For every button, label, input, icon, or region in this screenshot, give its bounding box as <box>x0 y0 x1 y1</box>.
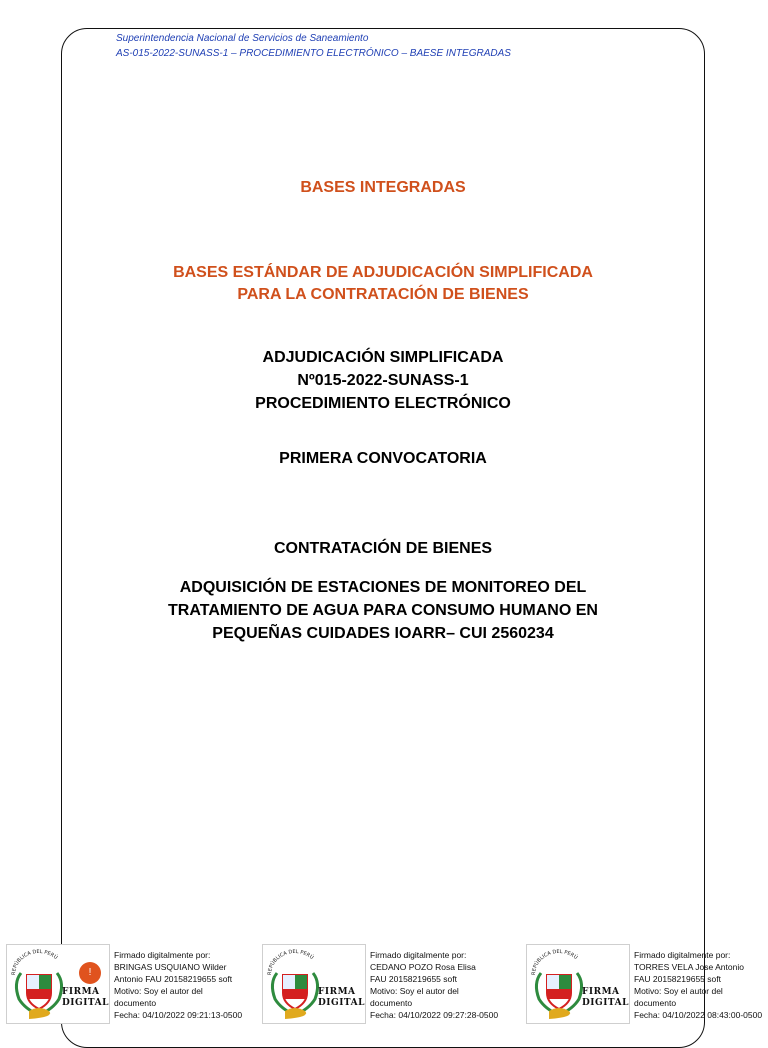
header-institution: Superintendencia Nacional de Servicios de Saneamiento <box>116 33 369 44</box>
procedure-line1: ADJUDICACIÓN SIMPLIFICADA <box>262 349 504 366</box>
peru-coat-of-arms-icon <box>263 945 367 1025</box>
standard-title-line2: PARA LA CONTRATACIÓN DE BIENES <box>237 286 529 303</box>
signature-details: Firmado digitalmente por: BRINGAS USQUIANO Wilder Antonio FAU 20158219655 soft Motivo: Soy el autor del documento Fecha: 04/10/2022 09:21:13-0500 <box>114 950 243 1020</box>
object-line1: ADQUISICIÓN DE ESTACIONES DE MONITOREO DEL <box>179 579 587 596</box>
seal-word-digital: DIGITAL <box>582 998 629 1008</box>
contract-type: CONTRATACIÓN DE BIENES <box>273 540 493 557</box>
signature-block-3[interactable] <box>526 944 766 1024</box>
svg-text:REPÚBLICA DEL PERÚ: REPÚBLICA DEL PERÚ <box>10 948 59 976</box>
object-line3: PEQUEÑAS CUIDADES IOARR– CUI 2560234 <box>212 625 554 642</box>
firma-digital-seal <box>6 944 110 1024</box>
svg-text:REPÚBLICA DEL PERÚ: REPÚBLICA DEL PERÚ <box>266 948 315 976</box>
object-line2: TRATAMIENTO DE AGUA PARA CONSUMO HUMANO EN <box>168 602 598 619</box>
signature-details: Firmado digitalmente por: TORRES VELA Jose Antonio FAU 20158219655 soft Motivo: Soy el autor del documento Fecha: 04/10/2022 08:43:00-0500 <box>634 950 763 1020</box>
signature-block-1[interactable] <box>6 944 246 1024</box>
main-title: BASES INTEGRADAS <box>300 179 466 196</box>
seal-word-firma: FIRMA <box>62 987 100 997</box>
seal-word-firma: FIRMA <box>582 987 620 997</box>
header-procedure: AS-015-2022-SUNASS-1 – PROCEDIMIENTO ELECTRÓNICO – BAESE INTEGRADAS <box>116 48 511 59</box>
firma-digital-seal <box>262 944 366 1024</box>
svg-text:REPÚBLICA DEL PERÚ: REPÚBLICA DEL PERÚ <box>530 948 579 976</box>
signature-details: Firmado digitalmente por: CEDANO POZO Rosa Elisa FAU 20158219655 soft Motivo: Soy el autor del documento Fecha: 04/10/2022 09:27:28-0500 <box>370 950 499 1020</box>
procedure-number: Nº015-2022-SUNASS-1 <box>297 372 469 389</box>
call-title: PRIMERA CONVOCATORIA <box>279 450 487 467</box>
annotation-badge[interactable]: ! <box>79 962 101 984</box>
seal-word-digital: DIGITAL <box>62 998 109 1008</box>
signature-block-2[interactable] <box>262 944 502 1024</box>
peru-coat-of-arms-icon <box>7 945 111 1025</box>
procedure-line3: PROCEDIMIENTO ELECTRÓNICO <box>255 395 511 412</box>
peru-coat-of-arms-icon <box>527 945 631 1025</box>
seal-word-digital: DIGITAL <box>318 998 365 1008</box>
seal-word-firma: FIRMA <box>318 987 356 997</box>
standard-title-line1: BASES ESTÁNDAR DE ADJUDICACIÓN SIMPLIFICADA <box>173 264 593 281</box>
firma-digital-seal <box>526 944 630 1024</box>
